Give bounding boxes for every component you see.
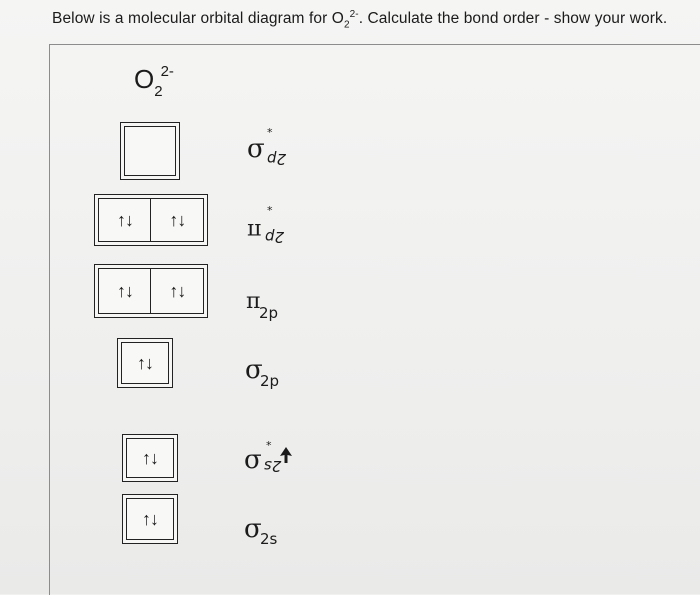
- orbital-box: ↑↓: [98, 198, 152, 242]
- orbital-sigma-star-2p-label: [247, 126, 287, 168]
- orbital-symbol: σ: [245, 355, 263, 385]
- orbital-pi-star-2p-boxes: [94, 194, 208, 246]
- question-pre: Below is a molecular orbital diagram for O: [52, 10, 344, 28]
- orbital-sigma-2s-boxes: [122, 494, 178, 544]
- orbital-sigma-2p-boxes: [117, 338, 173, 388]
- orbital-subscript: 2s: [260, 530, 278, 548]
- molecule-formula: [134, 63, 176, 100]
- orbital-subscript: 2p: [265, 228, 285, 246]
- orbital-symbol: σ: [244, 514, 262, 544]
- molecule-sup: 2-: [160, 63, 174, 80]
- molecule-sub: 2: [154, 83, 163, 100]
- question-formula-sup: 2-: [349, 9, 359, 20]
- orbital-box: ↑↓: [126, 498, 174, 540]
- orbital-box: ↑↓: [126, 438, 174, 478]
- orbital-star: *: [266, 439, 272, 452]
- orbital-symbol: σ: [244, 445, 262, 475]
- orbital-pi-2p-boxes: [94, 264, 208, 318]
- question-formula-sub: 2: [343, 19, 350, 31]
- orbital-subscript: 2s: [264, 457, 282, 475]
- orbital-star: *: [267, 204, 273, 217]
- orbital-sigma-2s-label: [244, 514, 278, 548]
- orbital-pi-2p-label: [246, 289, 279, 322]
- orbital-sigma-star-2s-label: [244, 439, 282, 475]
- orbital-subscript: 2p: [260, 372, 280, 390]
- orbital-sigma-star-2p-boxes: [120, 122, 180, 180]
- orbital-box: ↑↓: [121, 342, 169, 384]
- orbital-box: [124, 126, 176, 176]
- orbital-subscript: 2p: [267, 150, 287, 168]
- orbital-subscript: 2p: [259, 304, 279, 322]
- orbital-box: ↑↓: [98, 268, 152, 314]
- question-text: [52, 9, 667, 30]
- orbital-symbol: π: [246, 289, 261, 314]
- orbital-box: ↑↓: [150, 198, 204, 242]
- orbital-box: ↑↓: [150, 268, 204, 314]
- orbital-star: *: [267, 126, 273, 139]
- orbital-symbol: π: [247, 218, 262, 243]
- cursor-arrow-icon: [280, 447, 292, 463]
- orbital-sigma-star-2s-boxes: [122, 434, 178, 482]
- orbital-sigma-2p-label: [245, 355, 280, 390]
- orbital-symbol: σ: [247, 134, 265, 164]
- question-post: . Calculate the bond order - show your work.: [358, 10, 668, 28]
- orbital-pi-star-2p-label: [247, 204, 285, 246]
- molecule-base: O: [134, 64, 155, 94]
